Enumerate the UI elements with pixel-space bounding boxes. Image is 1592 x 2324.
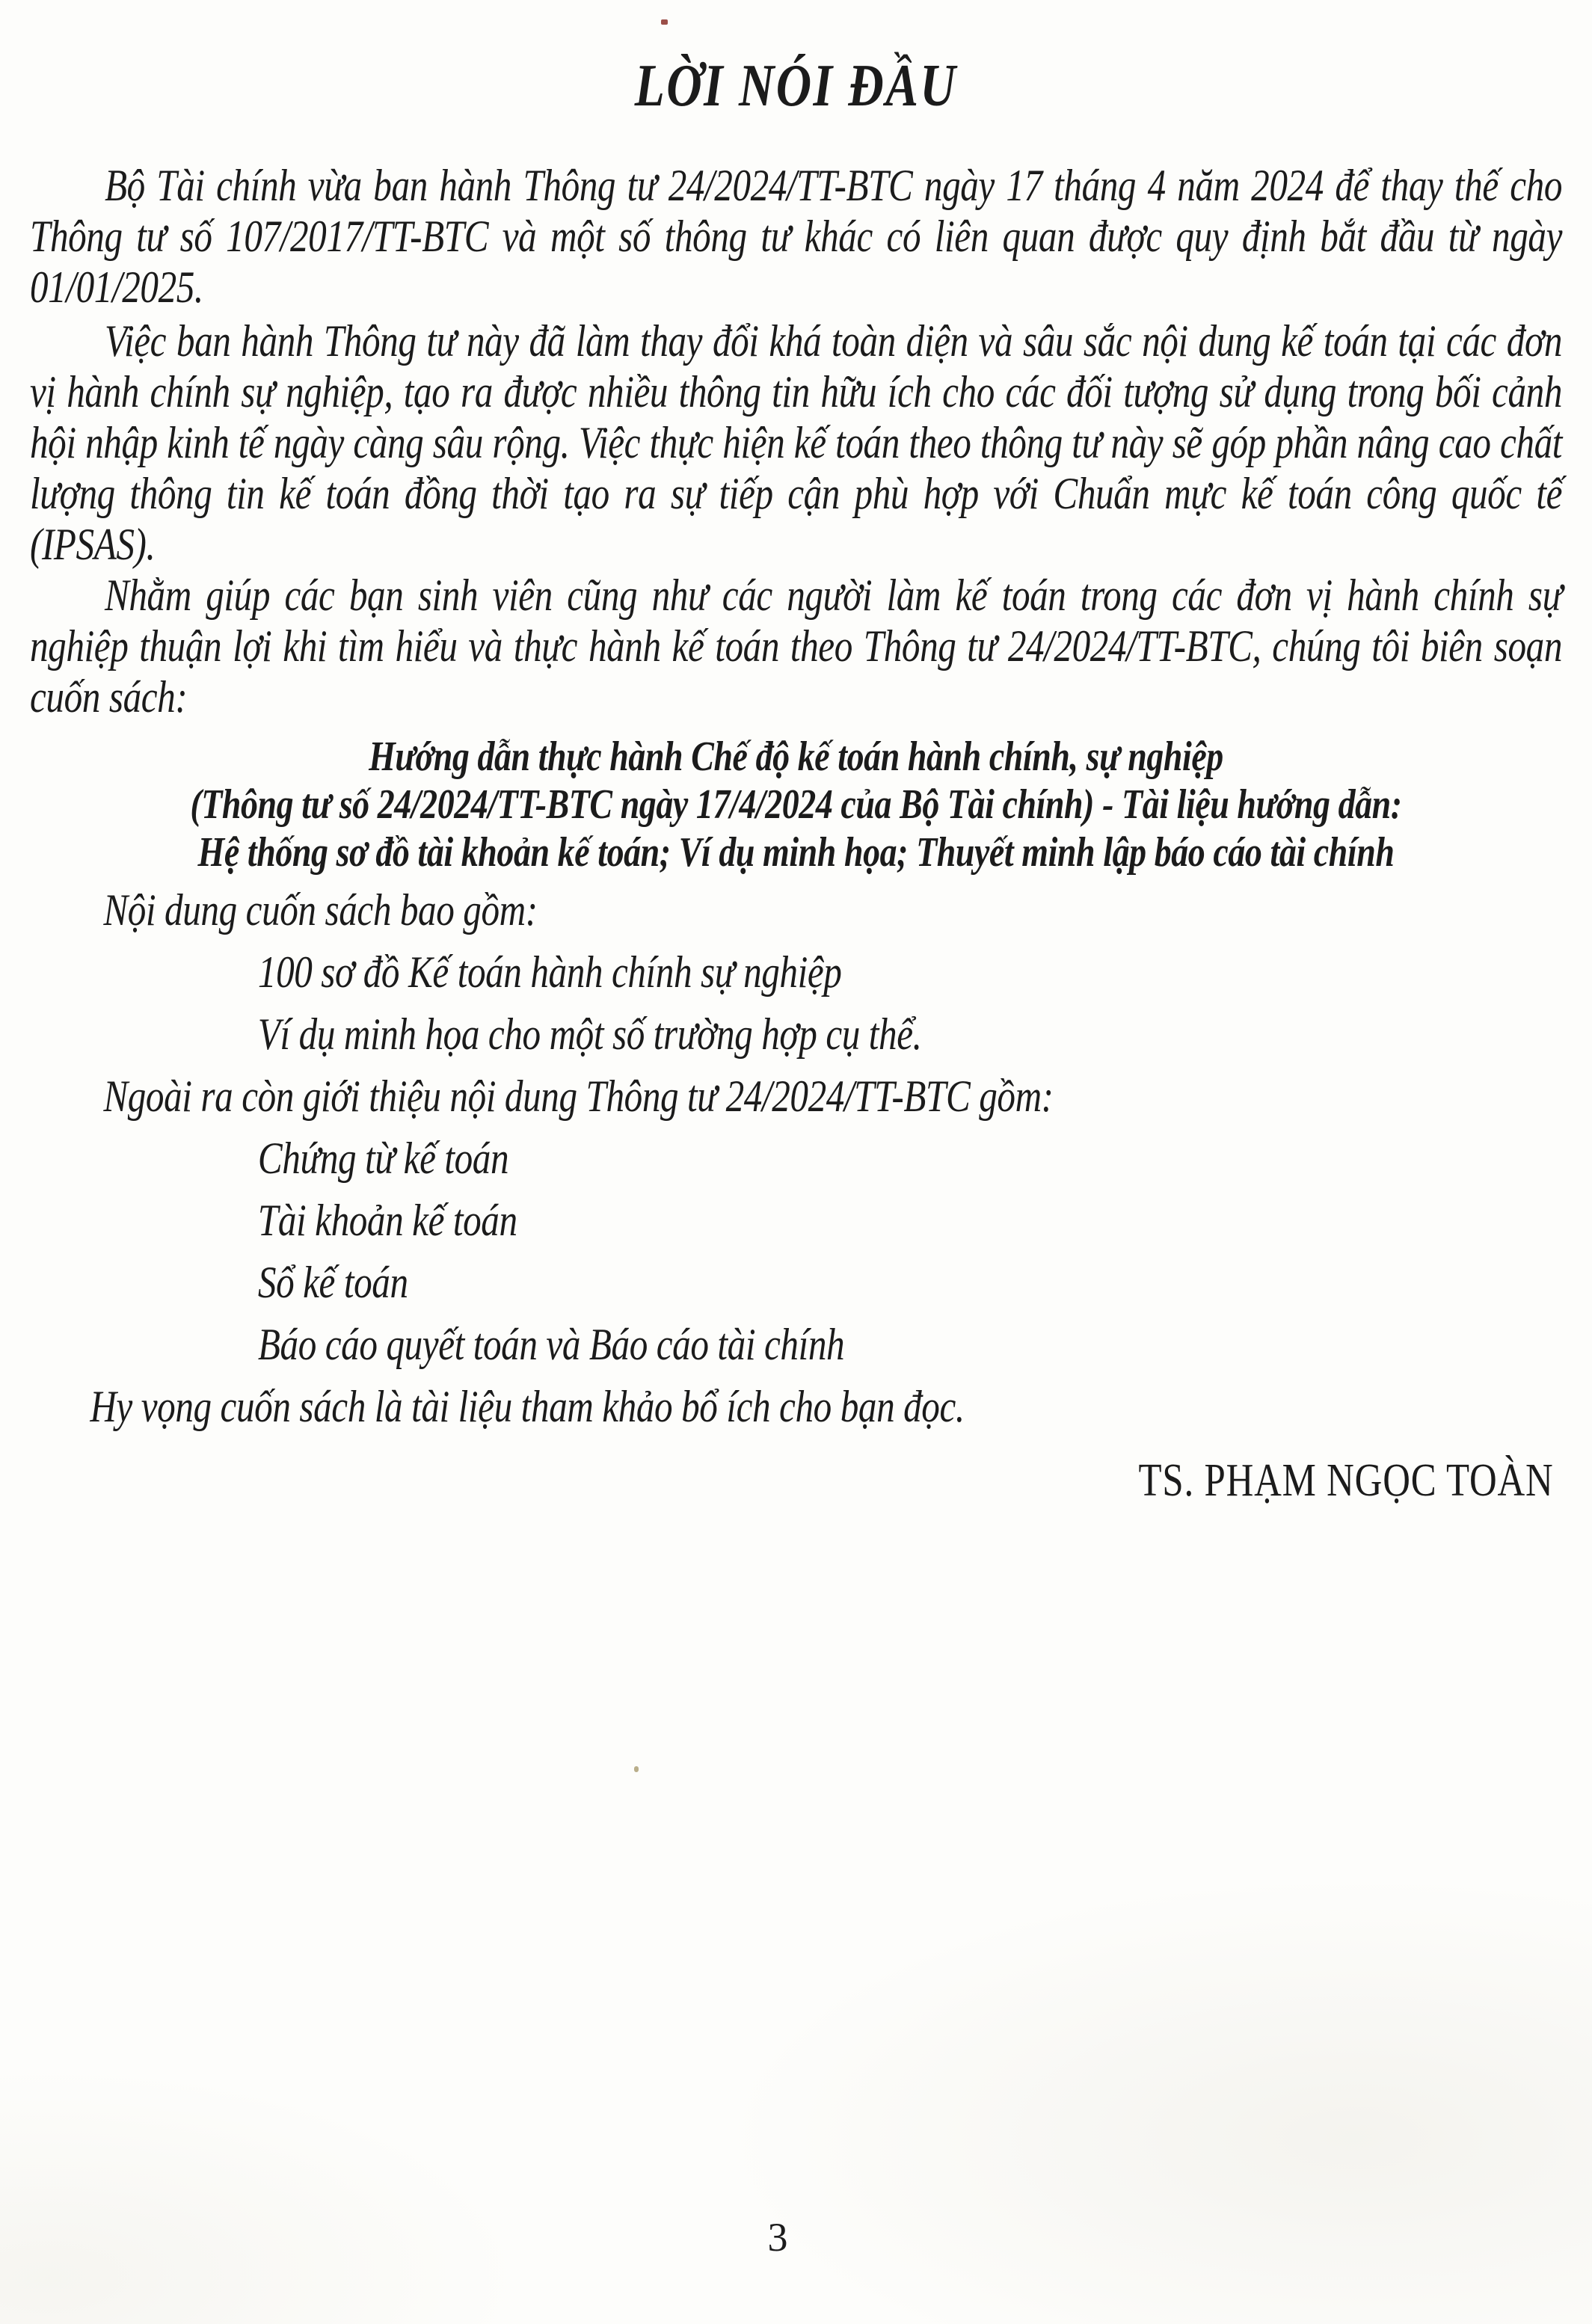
circular-contents-item: Báo cáo quyết toán và Báo cáo tài chính [257, 1320, 845, 1369]
paragraph-3: Nhằm giúp các bạn sinh viên cũng như các người làm kế toán trong các đơn vị hành chính sự nghiệp thuận lợi khi tìm hiểu và thực hành kế toán theo Thông tư 24/2024/TT-BTC, chúng tôi biên soạn cuốn sách: [30, 571, 1562, 722]
circular-contents-intro: Ngoài ra còn giới thiệu nội dung Thông tư 24/2024/TT-BTC gồm: [103, 1072, 1054, 1121]
book-title-line-2: (Thông tư số 24/2024/TT-BTC ngày 17/4/2024 của Bộ Tài chính) - Tài liệu hướng dẫn: [190, 781, 1402, 828]
scan-speck-red [661, 19, 668, 25]
paragraph-1: Bộ Tài chính vừa ban hành Thông tư 24/2024/TT-BTC ngày 17 tháng 4 năm 2024 để thay thế cho Thông tư số 107/2017/TT-BTC và một số thông tư khác có liên quan được quy định bắt đầu từ ngày 01/01/2025. [30, 161, 1562, 312]
page-content [30, 0, 1562, 1507]
book-title-line-3: Hệ thống sơ đồ tài khoản kế toán; Ví dụ minh họa; Thuyết minh lập báo cáo tài chính [197, 829, 1395, 876]
contents-item: Ví dụ minh họa cho một số trường hợp cụ thể. [257, 1009, 922, 1059]
contents-item: 100 sơ đồ Kế toán hành chính sự nghiệp [257, 947, 842, 997]
circular-contents-item: Tài khoản kế toán [257, 1196, 517, 1245]
page-title: LỜI NÓI ĐẦU [634, 53, 958, 119]
contents-section [30, 879, 1562, 1438]
closing-line: Hy vọng cuốn sách là tài liệu tham khảo bổ ích cho bạn đọc. [90, 1382, 965, 1431]
book-title-line-1: Hướng dẫn thực hành Chế độ kế toán hành chính, sự nghiệp [369, 734, 1223, 780]
contents-intro: Nội dung cuốn sách bao gồm: [103, 885, 538, 935]
book-title-block [30, 733, 1562, 876]
paragraph-2: Việc ban hành Thông tư này đã làm thay đổi khá toàn diện và sâu sắc nội dung kế toán tại các đơn vị hành chính sự nghiệp, tạo ra được nhiều thông tin hữu ích cho các đối tượng sử dụng trong bối cảnh hội nhập kinh tế ngày càng sâu rộng. Việc thực hiện kế toán theo thông tư này sẽ góp phần nâng cao chất lượng thông tin kế toán đồng thời tạo ra sự tiếp cận phù hợp với Chuẩn mực kế toán công quốc tế (IPSAS). [30, 316, 1562, 569]
circular-contents-item: Sổ kế toán [257, 1258, 408, 1307]
circular-contents-item: Chứng từ kế toán [257, 1134, 509, 1183]
author-signature: TS. PHẠM NGỌC TOÀN [1138, 1455, 1554, 1506]
page-number: 3 [767, 2215, 788, 2260]
scan-speck-yellow [634, 1766, 639, 1772]
